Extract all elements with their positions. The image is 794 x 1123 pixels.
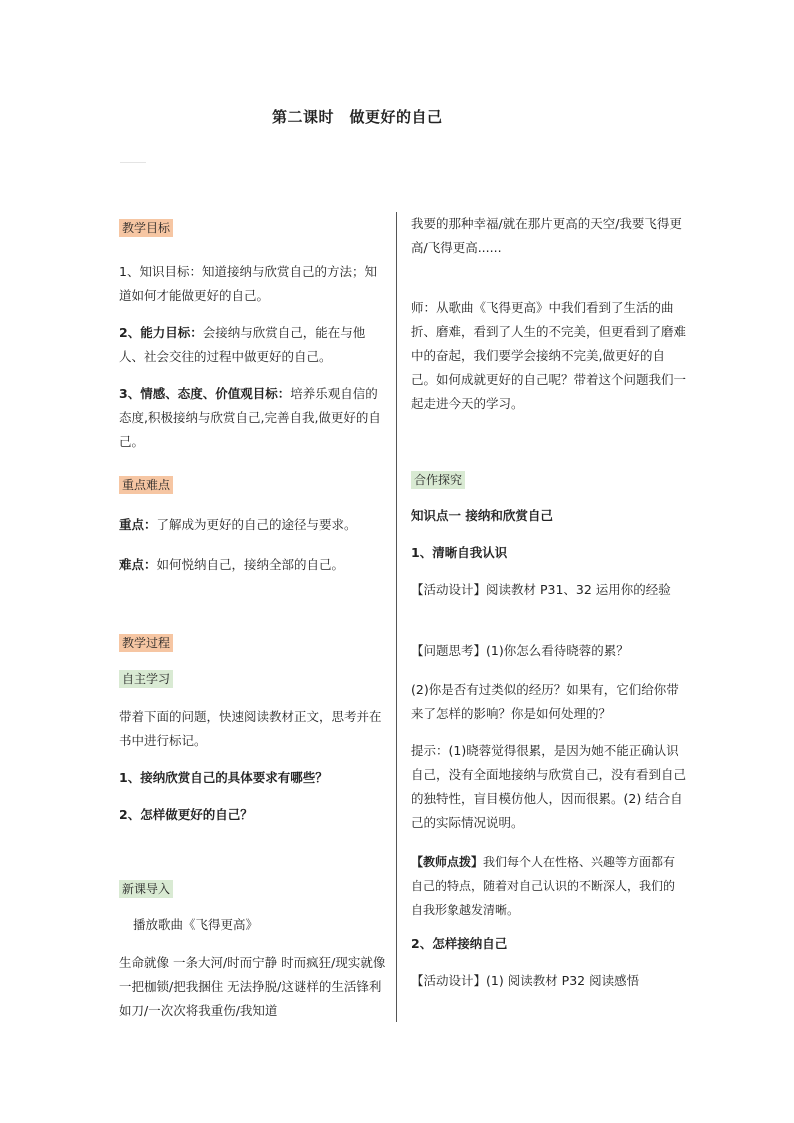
key-point bbox=[119, 513, 389, 537]
hint-text: 提示：(1)晓蓉觉得很累，是因为她不能正确认识自己，没有全面地接纳与欣赏自己，没有看到自己的独特性，盲目模仿他人，因而很累。(2) 结合自己的实际情况说明。 bbox=[411, 743, 687, 830]
cooperative-inquiry-tag: 合作探究 bbox=[411, 471, 465, 489]
goal-2 bbox=[119, 321, 389, 369]
activity-1 bbox=[411, 578, 686, 602]
question-1: 1、接纳欣赏自己的具体要求有哪些？ bbox=[119, 770, 328, 785]
activity-1-text: 阅读教材 P31、32 运用你的经验 bbox=[486, 582, 671, 597]
teaching-process-tag: 教学过程 bbox=[119, 634, 173, 652]
self-study-intro: 带着下面的问题，快速阅读教材正文，思考并在书中进行标记。 bbox=[119, 709, 382, 748]
activity-2 bbox=[411, 969, 686, 993]
goal-3-text: 培养乐观自信的态度,积极接纳与欣赏自己,完善自我,做更好的自己。 bbox=[119, 386, 381, 449]
knowledge-point-1-2: 2、怎样接纳自己 bbox=[411, 936, 508, 951]
teacher-tip-label: 【教师点拨】 bbox=[411, 855, 484, 869]
lyrics-continued: 我要的那种幸福/就在那片更高的天空/我要飞得更高/飞得更高...... bbox=[411, 216, 682, 255]
goal-1-label: 1、知识目标： bbox=[119, 264, 202, 279]
page-title: 第二课时 做更好的自己 bbox=[272, 108, 443, 126]
lyrics-text: 生命就像 一条大河/时而宁静 时而疯狂/现实就像 一把枷锁/把我捆住 无法挣脱/这谜样的生活锋利如刀/一次次将我重伤/我知道 bbox=[119, 955, 386, 1018]
question-think bbox=[411, 639, 686, 663]
question-think-2: (2)你是否有过类似的经历？如果有，它们给你带来了怎样的影响？你是如何处理的？ bbox=[411, 682, 679, 721]
teacher-tip-text: 我们每个人在性格、兴趣等方面都有自己的特点，随着对自己认识的不断深人，我们的自我形象越发清晰。 bbox=[411, 855, 676, 917]
key-point-text: 了解成为更好的自己的途径与要求。 bbox=[156, 517, 357, 532]
activity-2-text: (1) 阅读教材 P32 阅读感悟 bbox=[486, 973, 640, 988]
goal-1-text: 知道接纳与欣赏自己的方法；知道如何才能做更好的自己。 bbox=[119, 264, 377, 303]
teacher-tip bbox=[411, 850, 686, 922]
teaching-goals-tag: 教学目标 bbox=[119, 219, 173, 237]
difficulty bbox=[119, 553, 389, 577]
self-study-tag: 自主学习 bbox=[119, 670, 173, 688]
goal-2-text: 会接纳与欣赏自己，能在与他人、社会交往的过程中做更好的自己。 bbox=[119, 325, 366, 364]
question-2: 2、怎样做更好的自己？ bbox=[119, 807, 253, 822]
goal-1 bbox=[119, 260, 389, 308]
header-rule bbox=[120, 162, 146, 163]
goal-2-label: 2、能力目标： bbox=[119, 325, 203, 340]
new-lesson-tag: 新课导入 bbox=[119, 880, 173, 898]
difficulty-label: 难点： bbox=[119, 557, 157, 572]
question-think-label: 【问题思考】 bbox=[411, 643, 487, 658]
key-points-tag: 重点难点 bbox=[119, 476, 173, 494]
teacher-intro: 师：从歌曲《飞得更高》中我们看到了生活的曲折、磨难，看到了人生的不完美，但更看到了磨难中的奋起，我们要学会接纳不完美,做更好的自己。如何成就更好的自己呢？带着这个问题我们一起走进今天的学习。 bbox=[411, 300, 687, 411]
key-point-label: 重点： bbox=[119, 517, 157, 532]
question-think-text: (1)你怎么看待晓蓉的累？ bbox=[486, 643, 629, 658]
goal-3 bbox=[119, 382, 389, 454]
column-divider bbox=[396, 212, 397, 1022]
activity-2-label: 【活动设计】 bbox=[411, 973, 487, 988]
activity-1-label: 【活动设计】 bbox=[411, 582, 487, 597]
knowledge-point-1-1: 1、清晰自我认识 bbox=[411, 545, 508, 560]
knowledge-point-1: 知识点一 接纳和欣赏自己 bbox=[411, 508, 553, 523]
song-line: 播放歌曲《飞得更高》 bbox=[133, 917, 259, 932]
difficulty-text: 如何悦纳自己，接纳全部的自己。 bbox=[156, 557, 345, 572]
left-column bbox=[119, 216, 389, 240]
goal-3-label: 3、情感、态度、价值观目标： bbox=[119, 386, 291, 401]
